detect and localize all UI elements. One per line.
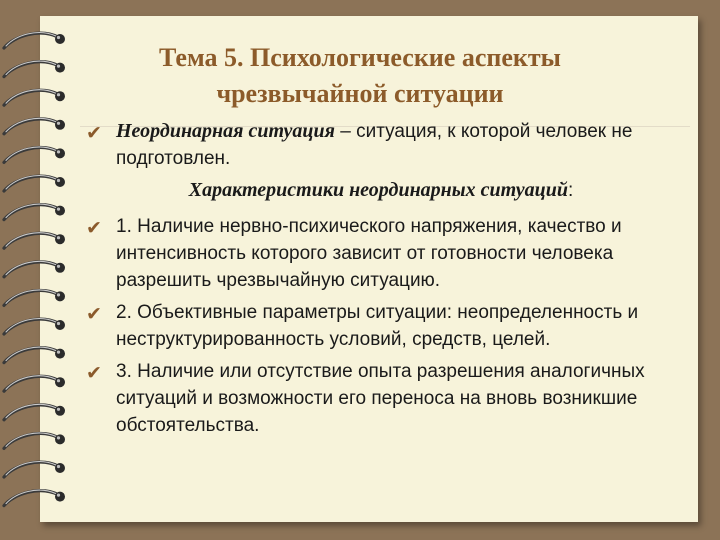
binding-ring <box>4 319 65 334</box>
binding-ring <box>4 118 65 133</box>
binding-ring <box>4 233 65 248</box>
binding-ring <box>4 290 65 305</box>
title-line-2: чрезвычайной ситуации <box>216 79 504 108</box>
list-item <box>86 299 676 353</box>
binding-ring <box>4 490 65 505</box>
binding-ring <box>4 61 65 76</box>
binding-ring <box>4 204 65 219</box>
checkmark-icon: ✔ <box>86 303 102 325</box>
list-item-text: 1. Наличие нервно-психического напряжения, качество и интенсивность которого зависит от готовности человека разрешить чрезвычайную ситуацию. <box>116 216 622 291</box>
list-item <box>86 213 676 294</box>
checkmark-icon: ✔ <box>86 362 102 384</box>
spiral-binding <box>0 0 80 540</box>
characteristics-heading-text: Характеристики неординарных ситуаций <box>188 179 568 201</box>
binding-ring <box>4 176 65 191</box>
characteristics-heading <box>86 177 676 204</box>
checkmark-icon: ✔ <box>86 217 102 239</box>
binding-ring <box>4 261 65 276</box>
checkmark-icon: ✔ <box>86 122 102 144</box>
binding-ring <box>4 433 65 448</box>
definition-item <box>86 118 676 172</box>
binding-ring <box>4 376 65 391</box>
binding-ring <box>4 462 65 477</box>
binding-ring <box>4 404 65 419</box>
binding-ring <box>4 90 65 105</box>
slide-title <box>90 40 630 112</box>
definition-term: Неординарная ситуация <box>116 120 335 142</box>
binding-ring <box>4 347 65 362</box>
list-item-text: 3. Наличие или отсутствие опыта разрешения аналогичных ситуаций и возможности его переноса на вновь возникшие обстоятельства. <box>116 361 645 436</box>
characteristics-heading-suffix: : <box>567 180 574 201</box>
binding-ring <box>4 147 65 162</box>
definition-text: – ситуация, к которой человек не подготовлен. <box>116 121 633 169</box>
list-item <box>86 358 676 439</box>
slide-body <box>86 118 676 444</box>
binding-ring <box>4 33 65 48</box>
list-item-text: 2. Объективные параметры ситуации: неопределенность и неструктурированность условий, средств, целей. <box>116 302 639 350</box>
title-line-1: Тема 5. Психологические аспекты <box>159 43 561 72</box>
